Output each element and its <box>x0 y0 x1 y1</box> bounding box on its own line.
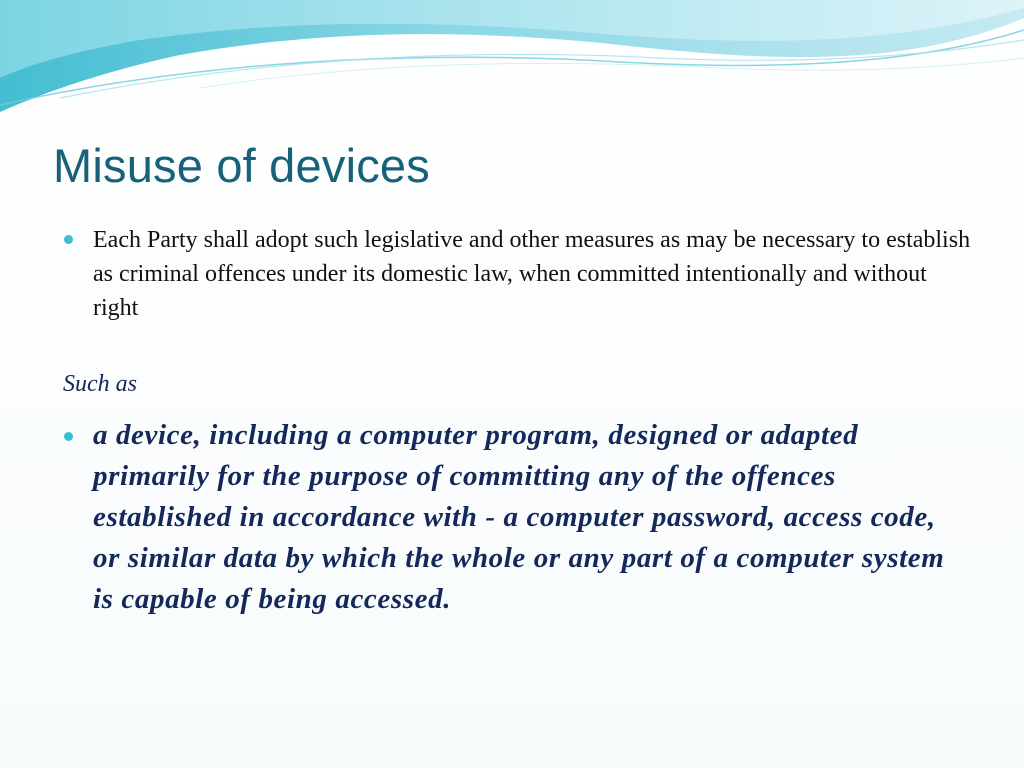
wave-header-decoration <box>0 0 1024 130</box>
bullet-text-measures: Each Party shall adopt such legislative and other measures as may be necessary to establish as criminal offences under its domestic law, when committed intentionally and without right <box>93 227 971 321</box>
such-as-label: Such as <box>63 371 137 397</box>
slide-title: Misuse of devices <box>53 139 430 192</box>
bullet-dot-icon <box>64 235 73 244</box>
bullet-dot-icon <box>64 432 73 441</box>
bullet-text-device: a device, including a computer program, designed or adapted primarily for the purpose of committing any of the offences established in accordance with - a computer password, access code, or similar data by which the whole or any part of a computer system is capable of being accessed. <box>93 419 945 615</box>
